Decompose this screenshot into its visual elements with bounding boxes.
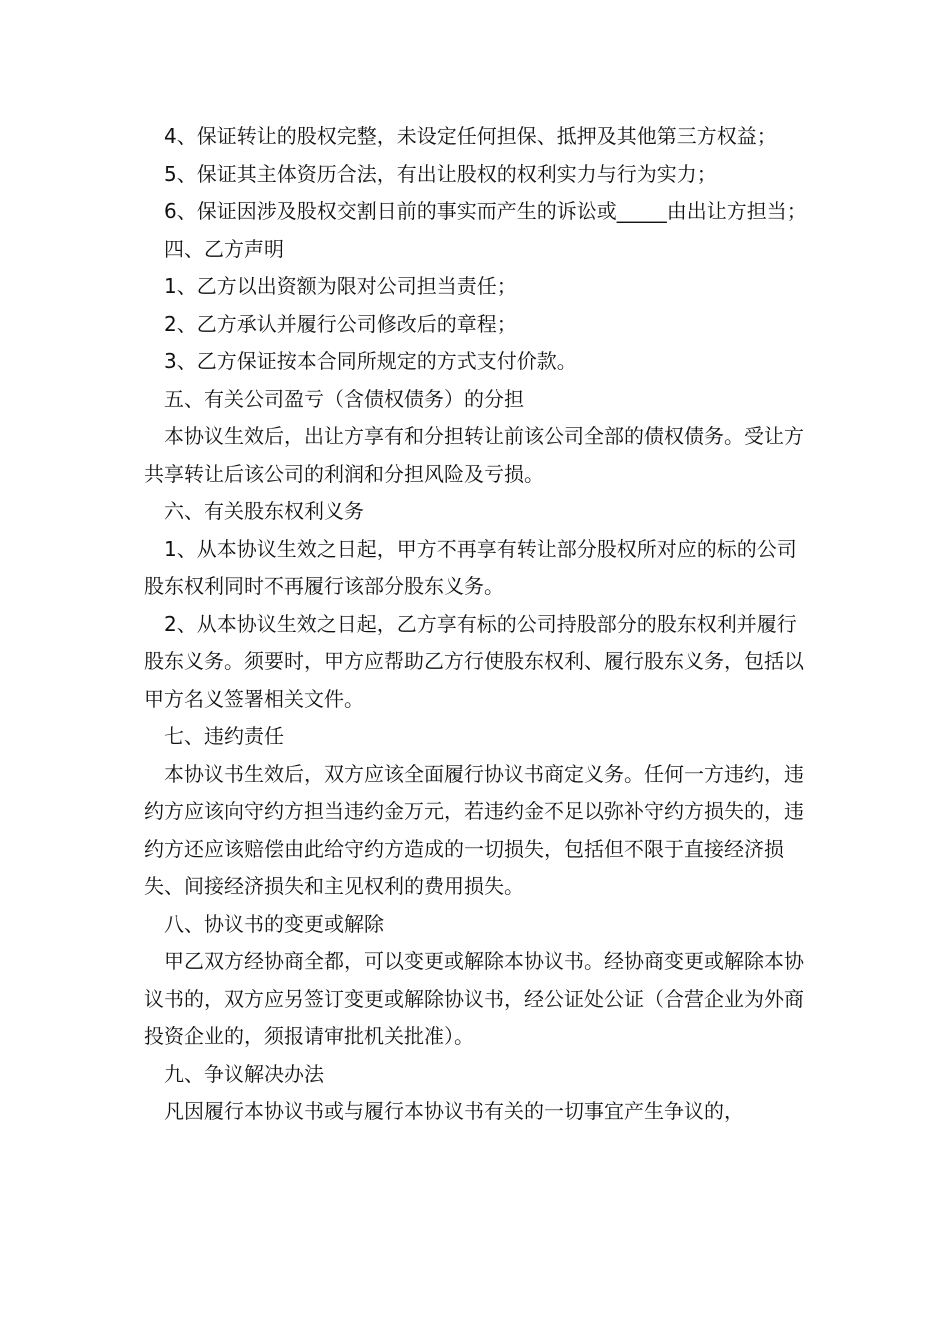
section-heading-profit-loss: 五、有关公司盈亏（含债权债务）的分担	[164, 386, 524, 411]
clause-modification: 甲乙双方经协商全都，可以变更或解除本协议书。经协商变更或解除本协议书的，双方应另签订变更或解除协议书，经公证处公证（合营企业为外商投资企业的，须报请审批机关批准）。	[144, 949, 804, 1048]
clause-party-a-rights: 1、从本协议生效之日起，甲方不再享有转让部分股权所对应的标的公司股东权利同时不再履行该部分股东义务。	[144, 536, 797, 598]
document-body	[144, 118, 810, 1131]
clause-party-b-rights: 2、从本协议生效之日起，乙方享有标的公司持股部分的股东权利并履行股东义务。须要时，甲方应帮助乙方行使股东权利、履行股东义务，包括以甲方名义签署相关文件。	[144, 611, 804, 711]
clause-breach: 本协议书生效后，双方应该全面履行协议书商定义务。任何一方违约，违约方应该向守约方担当违约金万元，若违约金不足以弥补守约方损失的，违约方还应该赔偿由此给守约方造成的一切损失，包括但不限于直接经济损失、间接经济损失和主见权利的费用损失。	[144, 761, 804, 898]
clause-party-b-payment: 3、乙方保证按本合同所规定的方式支付价款。	[164, 349, 577, 373]
section-heading-dispute: 九、争议解决办法	[164, 1061, 324, 1086]
clause-profit-loss: 本协议生效后，出让方享有和分担转让前该公司全部的债权债务。受让方共享转让后该公司的利润和分担风险及亏损。	[144, 424, 804, 486]
clause-guarantee-litigation: 6、保证因涉及股权交割日前的事实而产生的诉讼或_____由出让方担当；	[164, 199, 807, 223]
section-heading-shareholder-rights: 六、有关股东权利义务	[164, 499, 364, 523]
clause-party-b-liability: 1、乙方以出资额为限对公司担当责任；	[164, 274, 517, 298]
clause-guarantee-qualification: 5、保证其主体资历合法，有出让股权的权利实力与行为实力；	[164, 161, 717, 186]
clause-dispute: 凡因履行本协议书或与履行本协议书有关的一切事宜产生争议的，	[164, 1099, 744, 1123]
clause-guarantee-equity-intact: 4、保证转让的股权完整，未设定任何担保、抵押及其他第三方权益；	[164, 124, 777, 148]
section-heading-party-b-statement: 四、乙方声明	[164, 236, 284, 261]
section-heading-modification: 八、协议书的变更或解除	[164, 911, 384, 936]
section-heading-breach: 七、违约责任	[164, 724, 284, 748]
clause-party-b-articles: 2、乙方承认并履行公司修改后的章程；	[164, 311, 517, 336]
